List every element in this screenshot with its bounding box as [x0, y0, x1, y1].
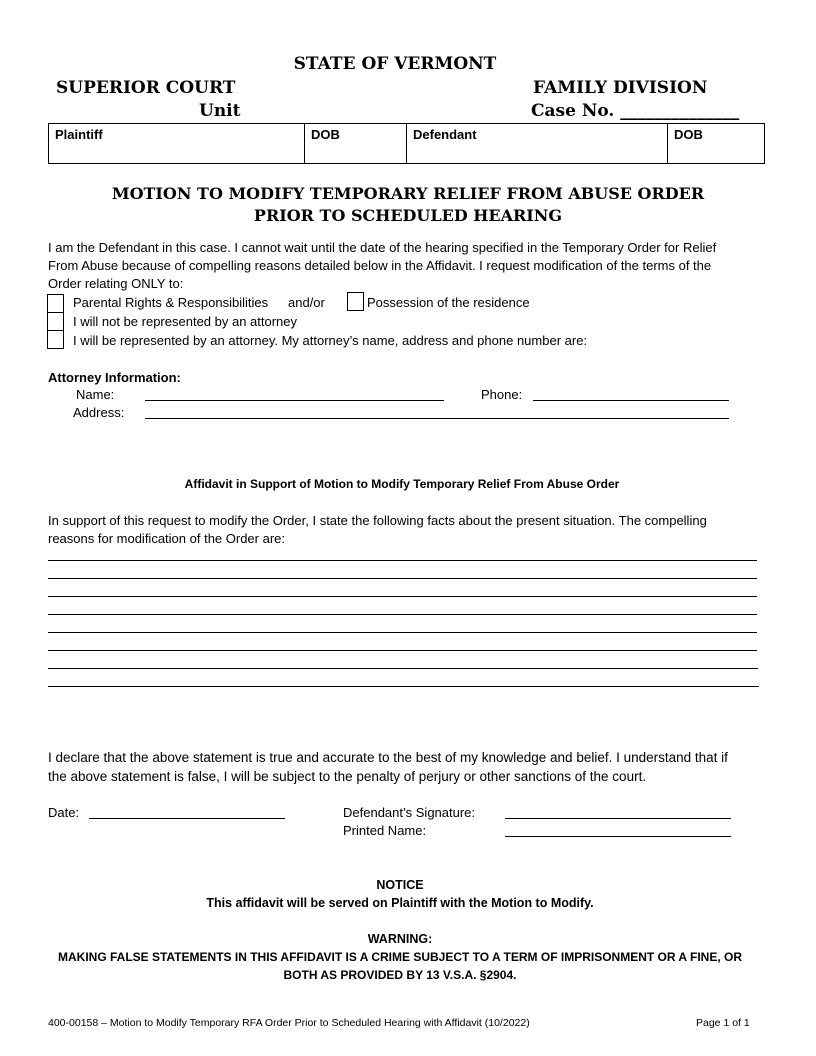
printed-name-field[interactable]	[505, 836, 731, 837]
attorney-address-label: Address:	[73, 405, 125, 420]
division-name: FAMILY DIVISION	[533, 78, 708, 98]
warning-heading: WARNING:	[367, 932, 433, 946]
attorney-phone-field[interactable]	[533, 400, 729, 401]
intro-line3: Order relating ONLY to:	[48, 276, 184, 291]
attorney-name-field[interactable]	[145, 400, 444, 401]
notice-heading: NOTICE	[376, 878, 424, 892]
defendant-dob-cell[interactable]: DOB	[668, 124, 765, 164]
reason-line-1[interactable]	[48, 560, 757, 561]
declaration-line1: I declare that the above statement is true and accurate to the best of my knowledge and belief. I understand that if	[48, 750, 728, 765]
warning-line1: MAKING FALSE STATEMENTS IN THIS AFFIDAVIT IS A CRIME SUBJECT TO A TERM OF IMPRISONMENT OR A FINE, OR	[57, 950, 742, 964]
signature-field[interactable]	[505, 818, 731, 819]
printed-name-label: Printed Name:	[343, 823, 427, 838]
warning-line2: BOTH AS PROVIDED BY 13 V.S.A. §2904.	[283, 968, 517, 982]
declaration-line2: the above statement is false, I will be subject to the penalty of perjury or other sanctions of the court.	[48, 769, 647, 784]
parental-rights-checkbox[interactable]	[47, 294, 64, 313]
reason-line-7[interactable]	[48, 668, 758, 669]
intro-line1: I am the Defendant in this case. I cannot wait until the date of the hearing specified in the Temporary Order for Relief	[48, 240, 717, 255]
possession-label: Possession of the residence	[367, 295, 530, 310]
case-number[interactable]: Case No. ______________	[531, 101, 740, 121]
attorney-phone-label: Phone:	[481, 387, 523, 402]
intro-line2: From Abuse because of compelling reasons detailed below in the Affidavit. I request modification of the terms of the	[48, 258, 712, 273]
footer-form-id: 400-00158 – Motion to Modify Temporary RFA Order Prior to Scheduled Hearing with Affidavit (10/2022)	[48, 1017, 530, 1029]
state-title: STATE OF VERMONT	[293, 54, 497, 74]
notice-text: This affidavit will be served on Plaintiff with the Motion to Modify.	[206, 896, 594, 910]
attorney-name-label: Name:	[76, 387, 115, 402]
attorney-heading: Attorney Information:	[48, 370, 181, 385]
date-field[interactable]	[89, 818, 285, 819]
motion-title-line1: MOTION TO MODIFY TEMPORARY RELIEF FROM ABUSE ORDER	[111, 184, 705, 203]
reason-line-3[interactable]	[48, 596, 757, 597]
plaintiff-cell[interactable]: Plaintiff	[49, 124, 305, 164]
motion-title-line2: PRIOR TO SCHEDULED HEARING	[253, 206, 563, 225]
represented-label: I will be represented by an attorney. My attorney’s name, address and phone number are:	[73, 333, 588, 348]
court-name: SUPERIOR COURT	[56, 78, 236, 98]
attorney-address-field[interactable]	[145, 418, 729, 419]
unit-label: Unit	[199, 101, 241, 121]
reason-line-2[interactable]	[48, 578, 757, 579]
parental-rights-label: Parental Rights & Responsibilities	[73, 295, 269, 310]
footer-page-number: Page 1 of 1	[696, 1017, 750, 1029]
affidavit-intro-line2: reasons for modification of the Order are:	[48, 531, 286, 546]
reason-line-4[interactable]	[48, 614, 757, 615]
not-represented-checkbox[interactable]	[47, 312, 64, 331]
reason-line-8[interactable]	[48, 686, 759, 687]
not-represented-label: I will not be represented by an attorney	[73, 314, 298, 329]
signature-label: Defendant’s Signature:	[343, 805, 476, 820]
possession-checkbox[interactable]	[347, 292, 364, 311]
parties-table	[48, 123, 765, 164]
reason-line-5[interactable]	[48, 632, 757, 633]
affidavit-heading: Affidavit in Support of Motion to Modify Temporary Relief From Abuse Order	[184, 477, 620, 491]
plaintiff-dob-cell[interactable]: DOB	[305, 124, 407, 164]
reason-line-6[interactable]	[48, 650, 757, 651]
andor-label: and/or	[288, 295, 325, 310]
defendant-cell[interactable]: Defendant	[407, 124, 668, 164]
affidavit-intro-line1: In support of this request to modify the Order, I state the following facts about the present situation. The compelling	[48, 513, 707, 528]
represented-checkbox[interactable]	[47, 330, 64, 349]
date-label: Date:	[48, 805, 80, 820]
